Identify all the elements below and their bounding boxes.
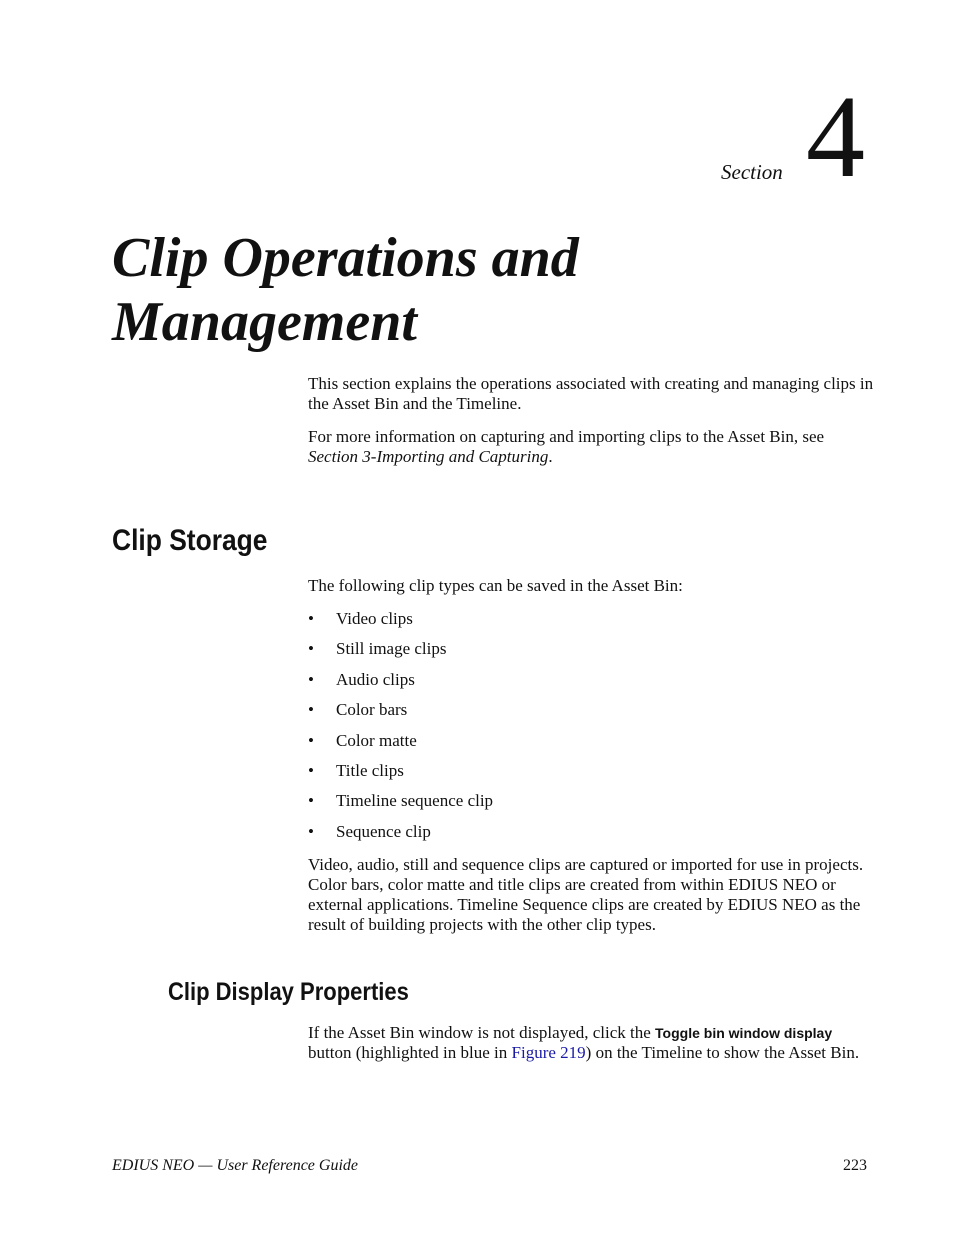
list-item — [308, 609, 868, 629]
bullet-icon: • — [308, 730, 314, 750]
list-item — [308, 670, 868, 690]
bullet-icon: • — [308, 609, 314, 628]
clip-storage-closing: Video, audio, still and sequence clips are captured or imported for use in projects. Color bars, color matte and title clips are created from within EDIUS NEO or external applications. Timeline Sequence clips are created by EDIUS NEO as the result of building projects with the other clip types. — [308, 855, 864, 934]
clip-display-paragraph — [308, 1023, 874, 1063]
section-reference: Section 3-Importing and Capturing — [308, 447, 549, 466]
list-item-label: Still image clips — [336, 639, 447, 659]
list-item-label: Color bars — [336, 700, 408, 720]
list-item-label: Color matte — [336, 730, 417, 750]
list-item — [308, 639, 868, 659]
clip-display-text-before: If the Asset Bin window is not displayed, click the — [308, 1023, 656, 1042]
figure-219-link[interactable]: Figure 219 — [511, 1043, 586, 1062]
bullet-icon: • — [308, 700, 314, 720]
bullet-icon: • — [308, 791, 314, 811]
toggle-bin-button-term: Toggle bin window display — [655, 1025, 833, 1041]
bullet-icon: • — [308, 760, 314, 780]
clip-types-list — [308, 609, 868, 852]
bullet-icon: • — [308, 669, 314, 689]
list-item — [308, 700, 868, 720]
list-item-label: Video clips — [336, 609, 413, 628]
list-item-label: Audio clips — [336, 669, 415, 689]
list-item — [308, 822, 868, 842]
clip-storage-heading: Clip Storage — [112, 524, 268, 557]
section-number: 4 — [806, 71, 865, 202]
intro-reference-suffix: . — [548, 447, 553, 466]
list-item — [308, 791, 868, 811]
list-item-label: Timeline sequence clip — [336, 791, 494, 811]
intro-reference-paragraph — [308, 427, 874, 467]
list-item-label: Title clips — [336, 760, 404, 780]
list-item — [308, 731, 868, 751]
chapter-title: Clip Operations and Management — [112, 227, 579, 353]
bullet-icon: • — [308, 639, 314, 659]
clip-display-text-middle: button (highlighted in blue in — [308, 1043, 512, 1062]
footer-guide-title: EDIUS NEO — User Reference Guide — [112, 1157, 359, 1174]
footer-page-number: 223 — [843, 1157, 867, 1174]
section-label: Section — [721, 160, 783, 184]
bullet-icon: • — [308, 821, 314, 841]
clip-display-text-after: ) on the Timeline to show the Asset Bin. — [585, 1043, 860, 1062]
clip-display-heading: Clip Display Properties — [168, 978, 409, 1006]
list-item — [308, 761, 868, 781]
intro-reference-prefix: For more information on capturing and importing clips to the Asset Bin, see — [308, 427, 825, 446]
clip-storage-lead: The following clip types can be saved in the Asset Bin: — [308, 576, 683, 595]
list-item-label: Sequence clip — [336, 821, 431, 841]
intro-paragraph: This section explains the operations associated with creating and managing clips in the Asset Bin and the Timeline. — [308, 374, 874, 413]
